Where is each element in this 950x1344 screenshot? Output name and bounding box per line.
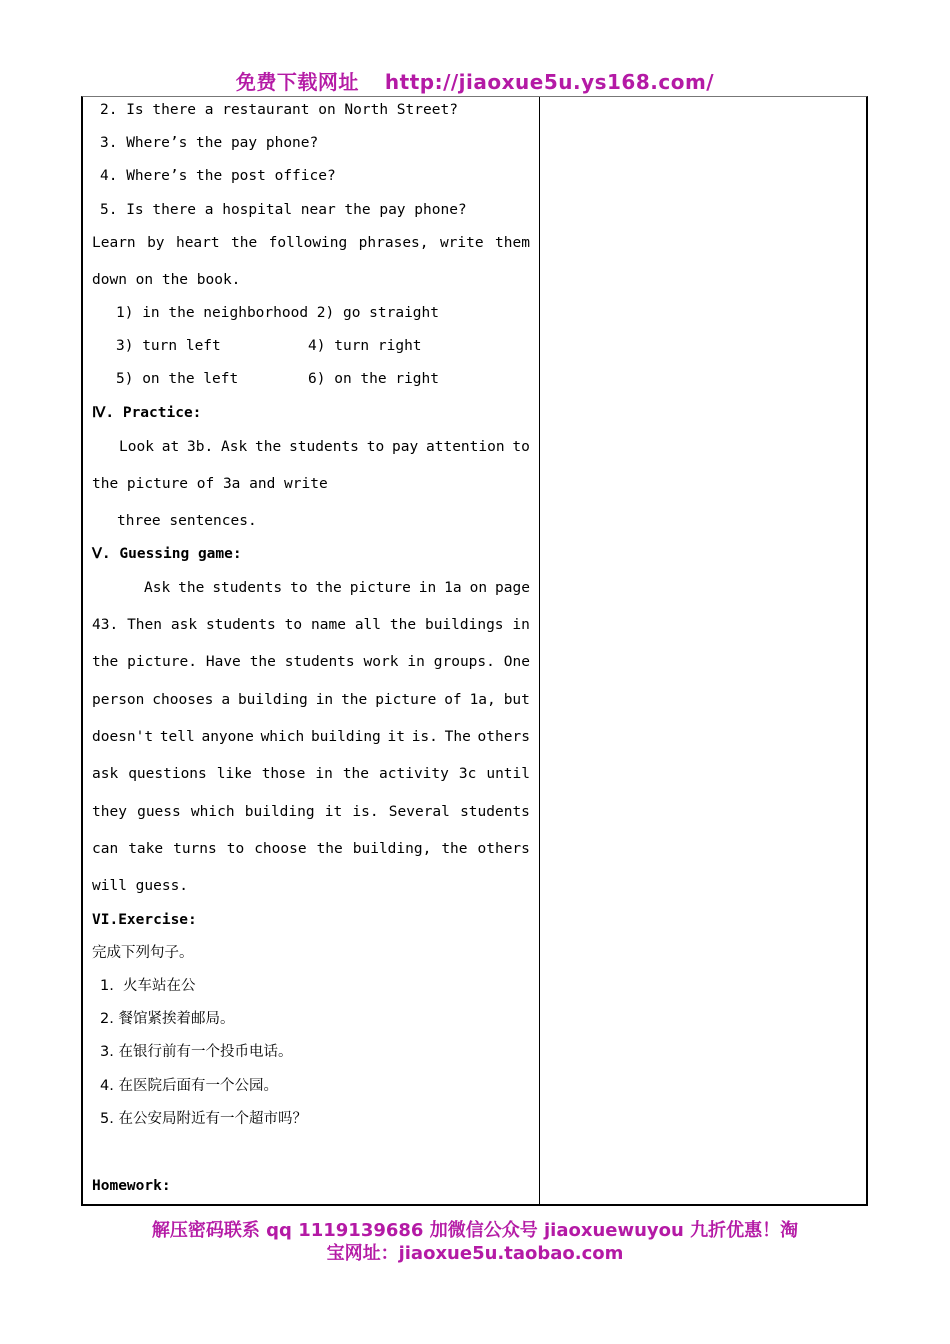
word: buildings [424, 617, 504, 633]
word: 3b. [187, 439, 214, 455]
word: 43. [92, 617, 119, 633]
header-label: 免费下载网址 [235, 70, 359, 94]
footer-line-2: 宝网址：jiaoxue5u.taobao.com [326, 1243, 624, 1264]
phrase-row-1: 1) in the neighborhood 2) go straight [116, 305, 440, 321]
header-url[interactable]: http://jiaoxue5u.ys168.com/ [384, 70, 715, 94]
word: Have [205, 654, 241, 670]
word: to [512, 439, 530, 455]
word: person [92, 692, 145, 708]
word: picture [349, 580, 411, 596]
word: like [216, 766, 252, 782]
word: students [205, 617, 276, 633]
word: take [128, 841, 164, 857]
word: Learn [92, 235, 136, 251]
word: a [221, 692, 231, 708]
guessing-line-5 [92, 728, 530, 746]
word: activity [379, 766, 449, 782]
word: heart [175, 235, 220, 251]
practice-text-end: three sentences. [117, 513, 257, 529]
phrases-instruction [92, 234, 530, 252]
guessing-line-8 [92, 840, 530, 858]
word: the [315, 580, 342, 596]
word: until [486, 766, 530, 782]
word: students [289, 439, 359, 455]
footer-line-1: 解压密码联系 qq 1119139686 加微信公众号 jiaoxuewuyou 九折优惠！淘 [151, 1220, 799, 1241]
word: building [310, 729, 381, 745]
practice-heading: Ⅳ. Practice: [92, 405, 202, 421]
word: it [387, 729, 405, 745]
exercise-item-4: 4. 在医院后面有一个公园。 [100, 1078, 278, 1094]
word: of [444, 692, 462, 708]
word: the [255, 439, 282, 455]
guessing-line-9: will guess. [92, 878, 189, 894]
word: students [212, 580, 283, 596]
guessing-line-3 [92, 653, 530, 671]
word: the [231, 235, 258, 251]
question-4: 4. Where’s the post office? [100, 168, 336, 184]
question-2: 2. Is there a restaurant on North Street? [100, 102, 458, 118]
word: 1a [444, 580, 462, 596]
word: the [441, 841, 468, 857]
word: to [284, 617, 303, 633]
word: 3c [458, 766, 477, 782]
guessing-heading: Ⅴ. Guessing game: [92, 546, 242, 562]
word: pay [392, 439, 419, 455]
exercise-instruction: 完成下列句子。 [92, 945, 194, 961]
word: building [244, 804, 315, 820]
guessing-line-7 [92, 803, 530, 821]
word: them [495, 235, 530, 251]
guessing-line-6 [92, 765, 530, 783]
question-3: 3. Where’s the pay phone? [100, 135, 319, 151]
word: at [161, 439, 180, 455]
word: on [469, 580, 488, 596]
word: building [237, 692, 308, 708]
word: in [315, 692, 334, 708]
word: turns [173, 841, 217, 857]
word: by [147, 235, 165, 251]
word: others [477, 729, 530, 745]
word: is. [411, 729, 438, 745]
phrase-row-2: 3) turn left 4) turn right [116, 338, 422, 354]
practice-text [119, 438, 530, 456]
word: page [495, 580, 530, 596]
word: ask [170, 617, 198, 633]
word: tell [159, 729, 195, 745]
word: is. [352, 804, 379, 820]
site-header [0, 66, 950, 95]
word: which [190, 804, 235, 820]
word: in [407, 654, 425, 670]
phrase-row-3: 5) on the left 6) on the right [116, 371, 440, 387]
word: Look [119, 439, 154, 455]
word: doesn't [92, 729, 154, 745]
exercise-item-1: 1. 火车站在公 [100, 978, 196, 994]
column-divider [539, 97, 540, 1204]
word: 1a, [469, 692, 496, 708]
word: choose [254, 841, 307, 857]
exercise-item-2: 2. 餐馆紧挨着邮局。 [100, 1011, 235, 1027]
word: Several [388, 804, 450, 820]
word: picture [375, 692, 437, 708]
word: all [354, 617, 382, 633]
word: the [389, 617, 417, 633]
word: the [249, 654, 276, 670]
word: Ask [221, 439, 248, 455]
word: the [342, 766, 370, 782]
guessing-line-4 [92, 691, 530, 709]
exercise-heading: VI.Exercise: [92, 912, 197, 928]
word: in [315, 766, 333, 782]
word: phrases, [358, 235, 429, 251]
word: guess [137, 804, 181, 820]
question-5: 5. Is there a hospital near the pay phone? [100, 202, 467, 218]
word: in [512, 617, 530, 633]
word: the [92, 654, 119, 670]
word: questions [128, 766, 207, 782]
word: Ask [144, 580, 171, 596]
word: One [503, 654, 530, 670]
guessing-line-2 [92, 616, 530, 634]
word: ask [92, 766, 119, 782]
word: they [92, 804, 127, 820]
word: others [477, 841, 530, 857]
word: students [284, 654, 355, 670]
word: it [324, 804, 343, 820]
word: attention [426, 439, 505, 455]
practice-text-cont: the picture of 3a and write [92, 476, 328, 492]
word: The [444, 729, 471, 745]
guessing-line-1 [144, 579, 530, 597]
word: students [460, 804, 530, 820]
word: the [178, 580, 205, 596]
word: those [261, 766, 306, 782]
word: building, [352, 841, 432, 857]
exercise-item-3: 3. 在银行前有一个投币电话。 [100, 1044, 293, 1060]
word: name [311, 617, 346, 633]
word: to [290, 580, 308, 596]
word: can [92, 841, 119, 857]
word: Then [127, 617, 162, 633]
word: which [260, 729, 305, 745]
word: anyone [201, 729, 254, 745]
word: to [226, 841, 245, 857]
word: in [418, 580, 437, 596]
word: the [341, 692, 368, 708]
word: picture. [127, 654, 197, 670]
phrases-instruction-cont: down on the book. [92, 272, 241, 288]
word: the [316, 841, 343, 857]
word: following [268, 235, 348, 251]
word: but [503, 692, 530, 708]
word: write [439, 235, 484, 251]
word: work [363, 654, 399, 670]
lesson-table [81, 96, 868, 1206]
word: to [366, 439, 385, 455]
exercise-item-5: 5. 在公安局附近有一个超市吗？ [100, 1111, 307, 1127]
homework-heading: Homework: [92, 1178, 171, 1194]
word: groups. [433, 654, 495, 670]
word: chooses [152, 692, 214, 708]
